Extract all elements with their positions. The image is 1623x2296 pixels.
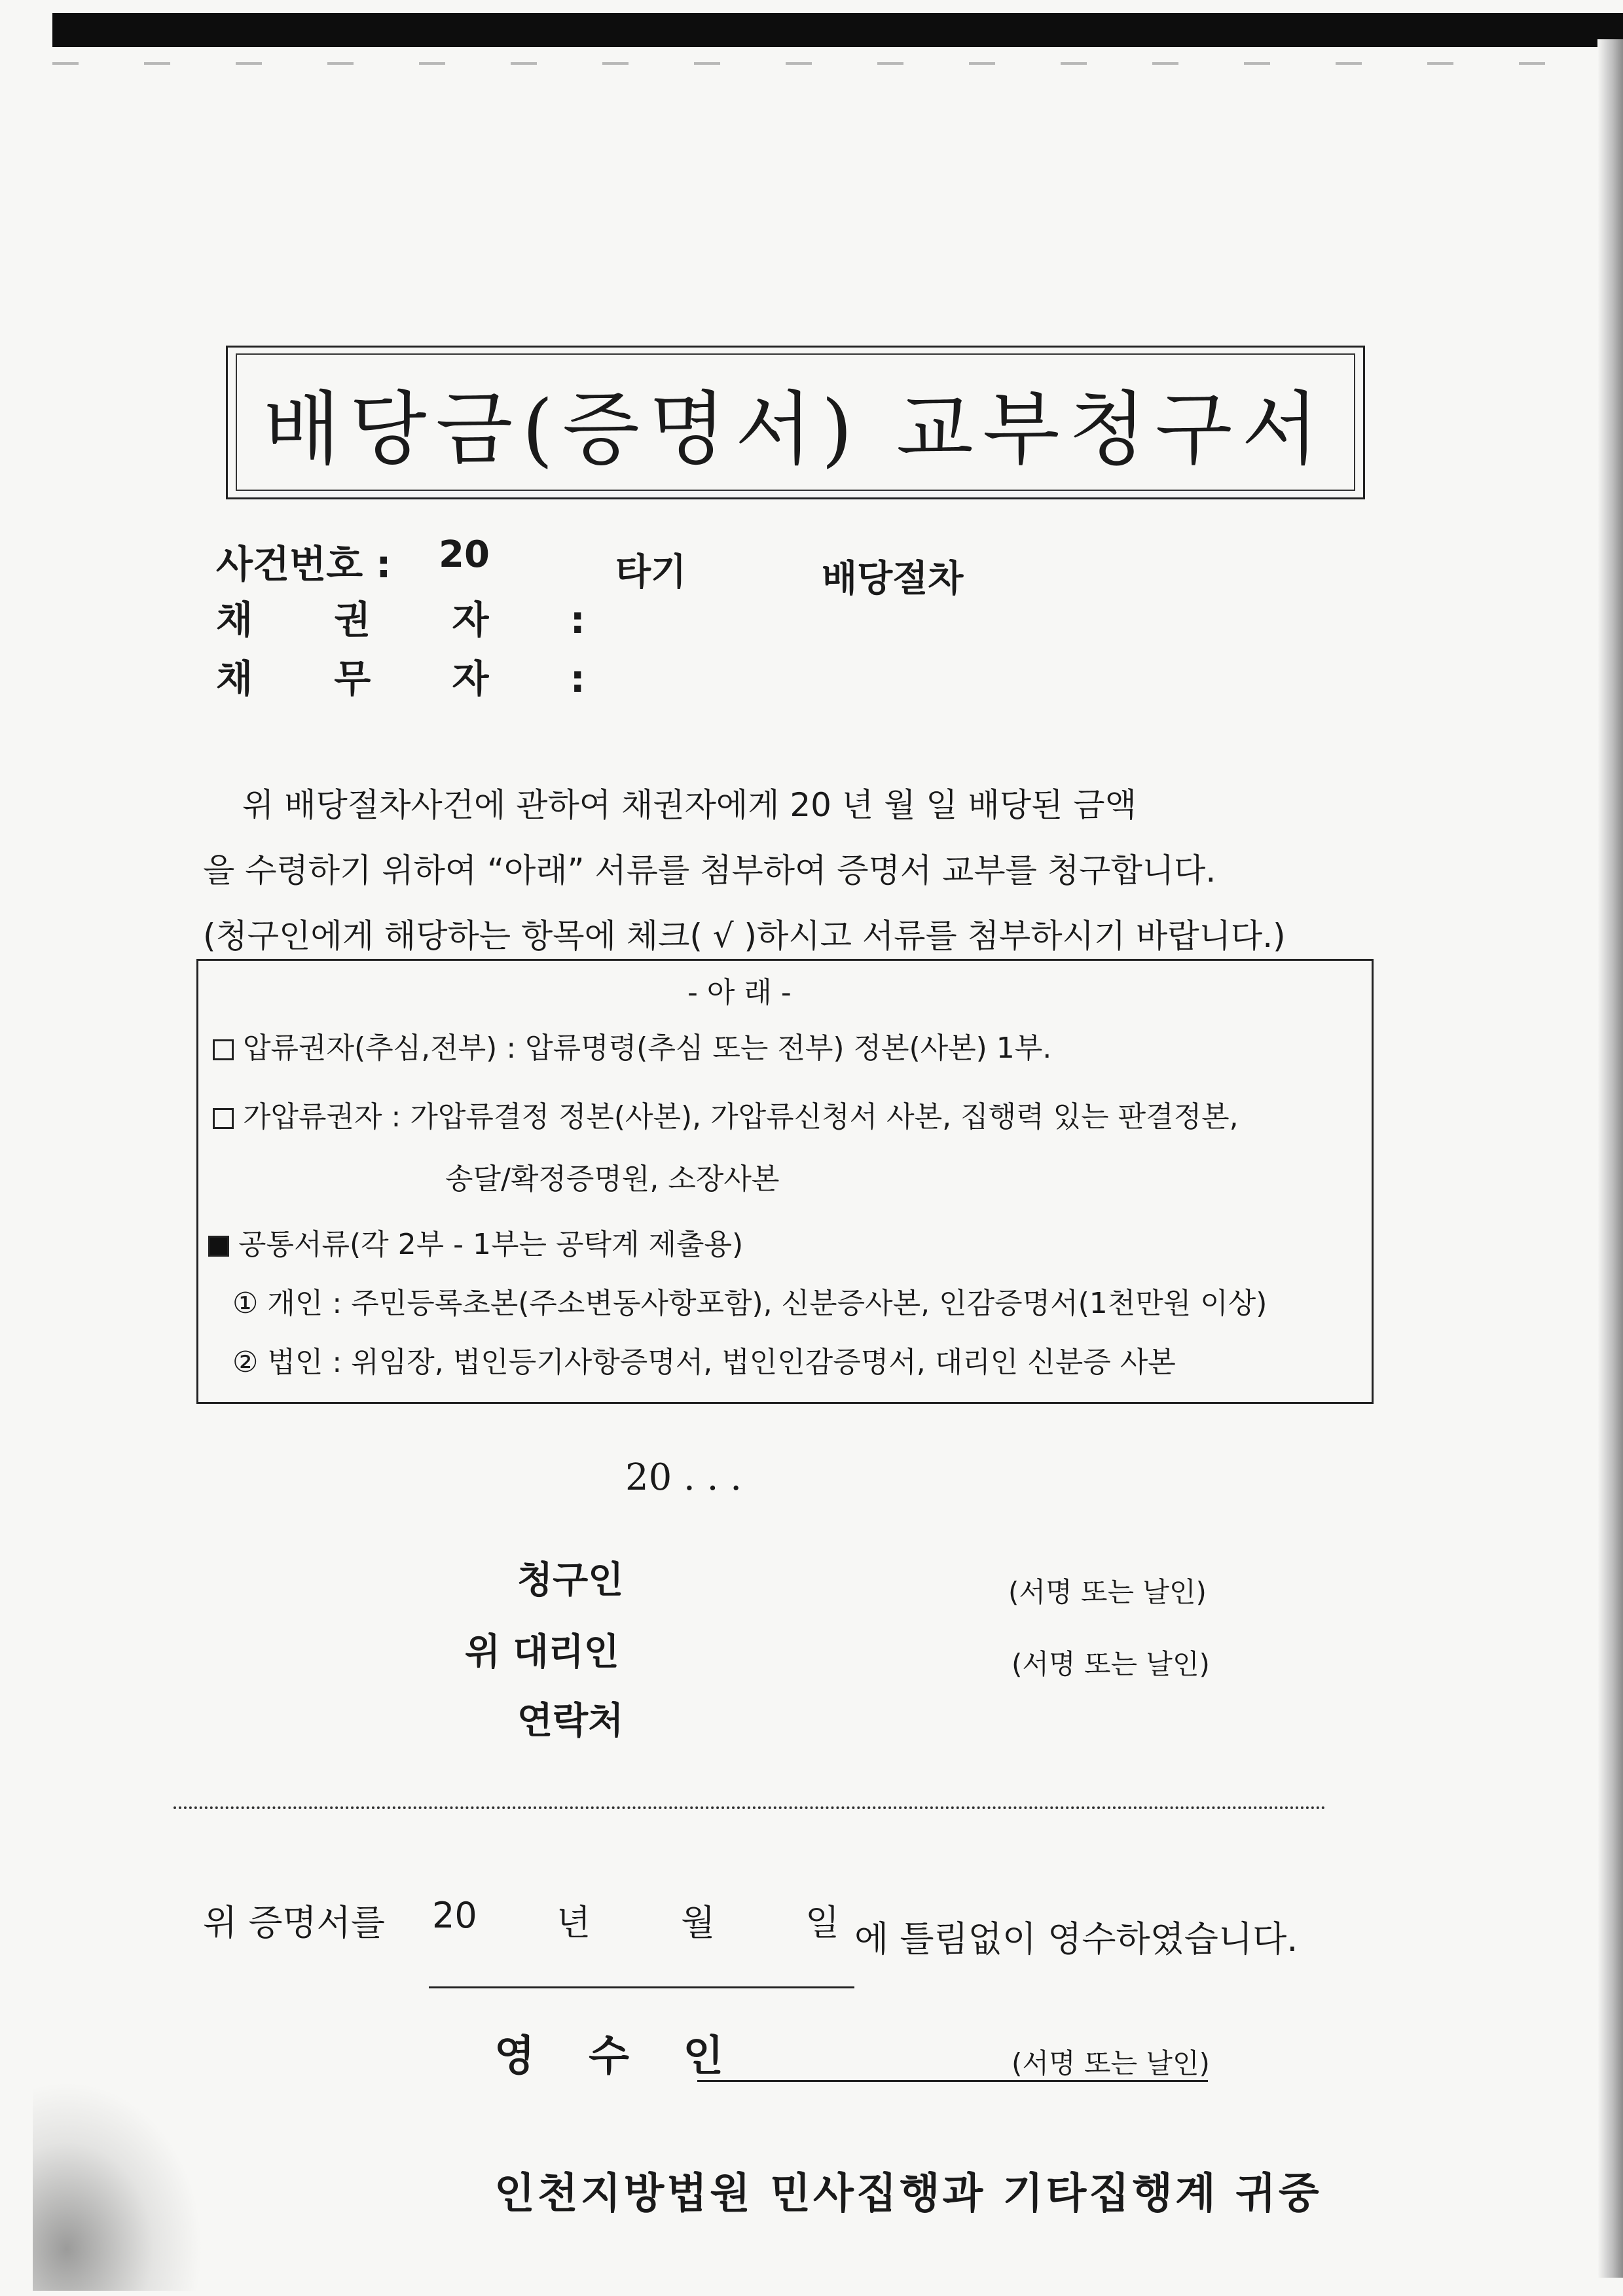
scan-dash-artifact bbox=[52, 62, 1597, 65]
notice-item-common bbox=[208, 1221, 743, 1263]
case-type: 배당절차 bbox=[822, 558, 964, 600]
receipt-year-unit: 년 bbox=[556, 1902, 591, 1943]
body-line-3: (청구인에게 해당하는 항목에 체크( √ )하시고 서류를 첨부하시기 바랍니다.) bbox=[203, 917, 1286, 955]
dotted-separator bbox=[173, 1806, 1326, 1809]
scan-smudge bbox=[33, 2081, 203, 2291]
contact-label: 연락처 bbox=[517, 1700, 624, 1742]
case-year: 20 bbox=[439, 533, 490, 576]
notice-item-common-text: 공통서류(각 2부 - 1부는 공탁계 제출용) bbox=[238, 1228, 744, 1261]
receipt-month-unit: 월 bbox=[681, 1902, 716, 1943]
court-addressee: 인천지방법원 민사집행과 기타집행계 귀중 bbox=[494, 2170, 1322, 2218]
receipt-day-unit: 일 bbox=[805, 1902, 840, 1943]
receipt-prefix: 위 증명서를 bbox=[203, 1902, 385, 1943]
body-line-2: 을 수령하기 위하여 “아래” 서류를 첨부하여 증명서 교부를 청구합니다. bbox=[203, 852, 1216, 889]
notice-item-provisional-cont: 송달/확정증명원, 소장사본 bbox=[445, 1162, 780, 1196]
agent-label: 위 대리인 bbox=[465, 1631, 619, 1674]
notice-item-individual: ① 개인 : 주민등록초본(주소변동사항포함), 신분증사본, 인감증명서(1천만원 이상) bbox=[232, 1287, 1267, 1320]
claimant-label: 청구인 bbox=[517, 1559, 624, 1602]
claimant-sign-note: (서명 또는 날인) bbox=[1008, 1576, 1207, 1608]
document-title: 배당금(증명서) 교부청구서 bbox=[263, 382, 1328, 476]
scan-right-edge bbox=[1597, 39, 1623, 2278]
receipt-date-underline bbox=[429, 1986, 854, 1988]
receiver-label: 영 수 인 bbox=[494, 2032, 744, 2081]
notice-item-provisional-text: 가압류권자 : 가압류결정 정본(사본), 가압류신청서 사본, 집행력 있는 판결정본, bbox=[243, 1100, 1239, 1134]
notice-heading: - 아 래 - bbox=[687, 976, 792, 1009]
filled-square-icon bbox=[208, 1236, 229, 1257]
case-court-code: 타기 bbox=[615, 551, 687, 594]
request-date: 20 . . . bbox=[625, 1456, 742, 1499]
notice-item-provisional bbox=[213, 1093, 1239, 1135]
receipt-year: 20 bbox=[432, 1895, 477, 1936]
notice-item-seizure-text: 압류권자(추심,전부) : 압류명령(추심 또는 전부) 정본(사본) 1부. bbox=[243, 1031, 1052, 1065]
notice-item-seizure bbox=[213, 1024, 1051, 1066]
agent-sign-note: (서명 또는 날인) bbox=[1012, 1648, 1210, 1680]
receiver-sign-note: (서명 또는 날인) bbox=[1012, 2047, 1210, 2079]
scan-top-border bbox=[52, 13, 1623, 47]
debtor-label: 채 무 자 : bbox=[216, 656, 619, 701]
checkbox-provisional[interactable] bbox=[213, 1108, 234, 1129]
body-line-1: 위 배당절차사건에 관하여 채권자에게 20 년 월 일 배당된 금액 bbox=[242, 786, 1137, 824]
title-box bbox=[236, 353, 1355, 491]
case-number-label: 사건번호 : bbox=[216, 542, 392, 586]
notice-item-corporation: ② 법인 : 위임장, 법인등기사항증명서, 법인인감증명서, 대리인 신분증 사본 bbox=[232, 1346, 1176, 1379]
receipt-suffix: 에 틀림없이 영수하였습니다. bbox=[854, 1918, 1298, 1960]
checkbox-seizure[interactable] bbox=[213, 1039, 234, 1060]
creditor-label: 채 권 자 : bbox=[216, 598, 619, 642]
